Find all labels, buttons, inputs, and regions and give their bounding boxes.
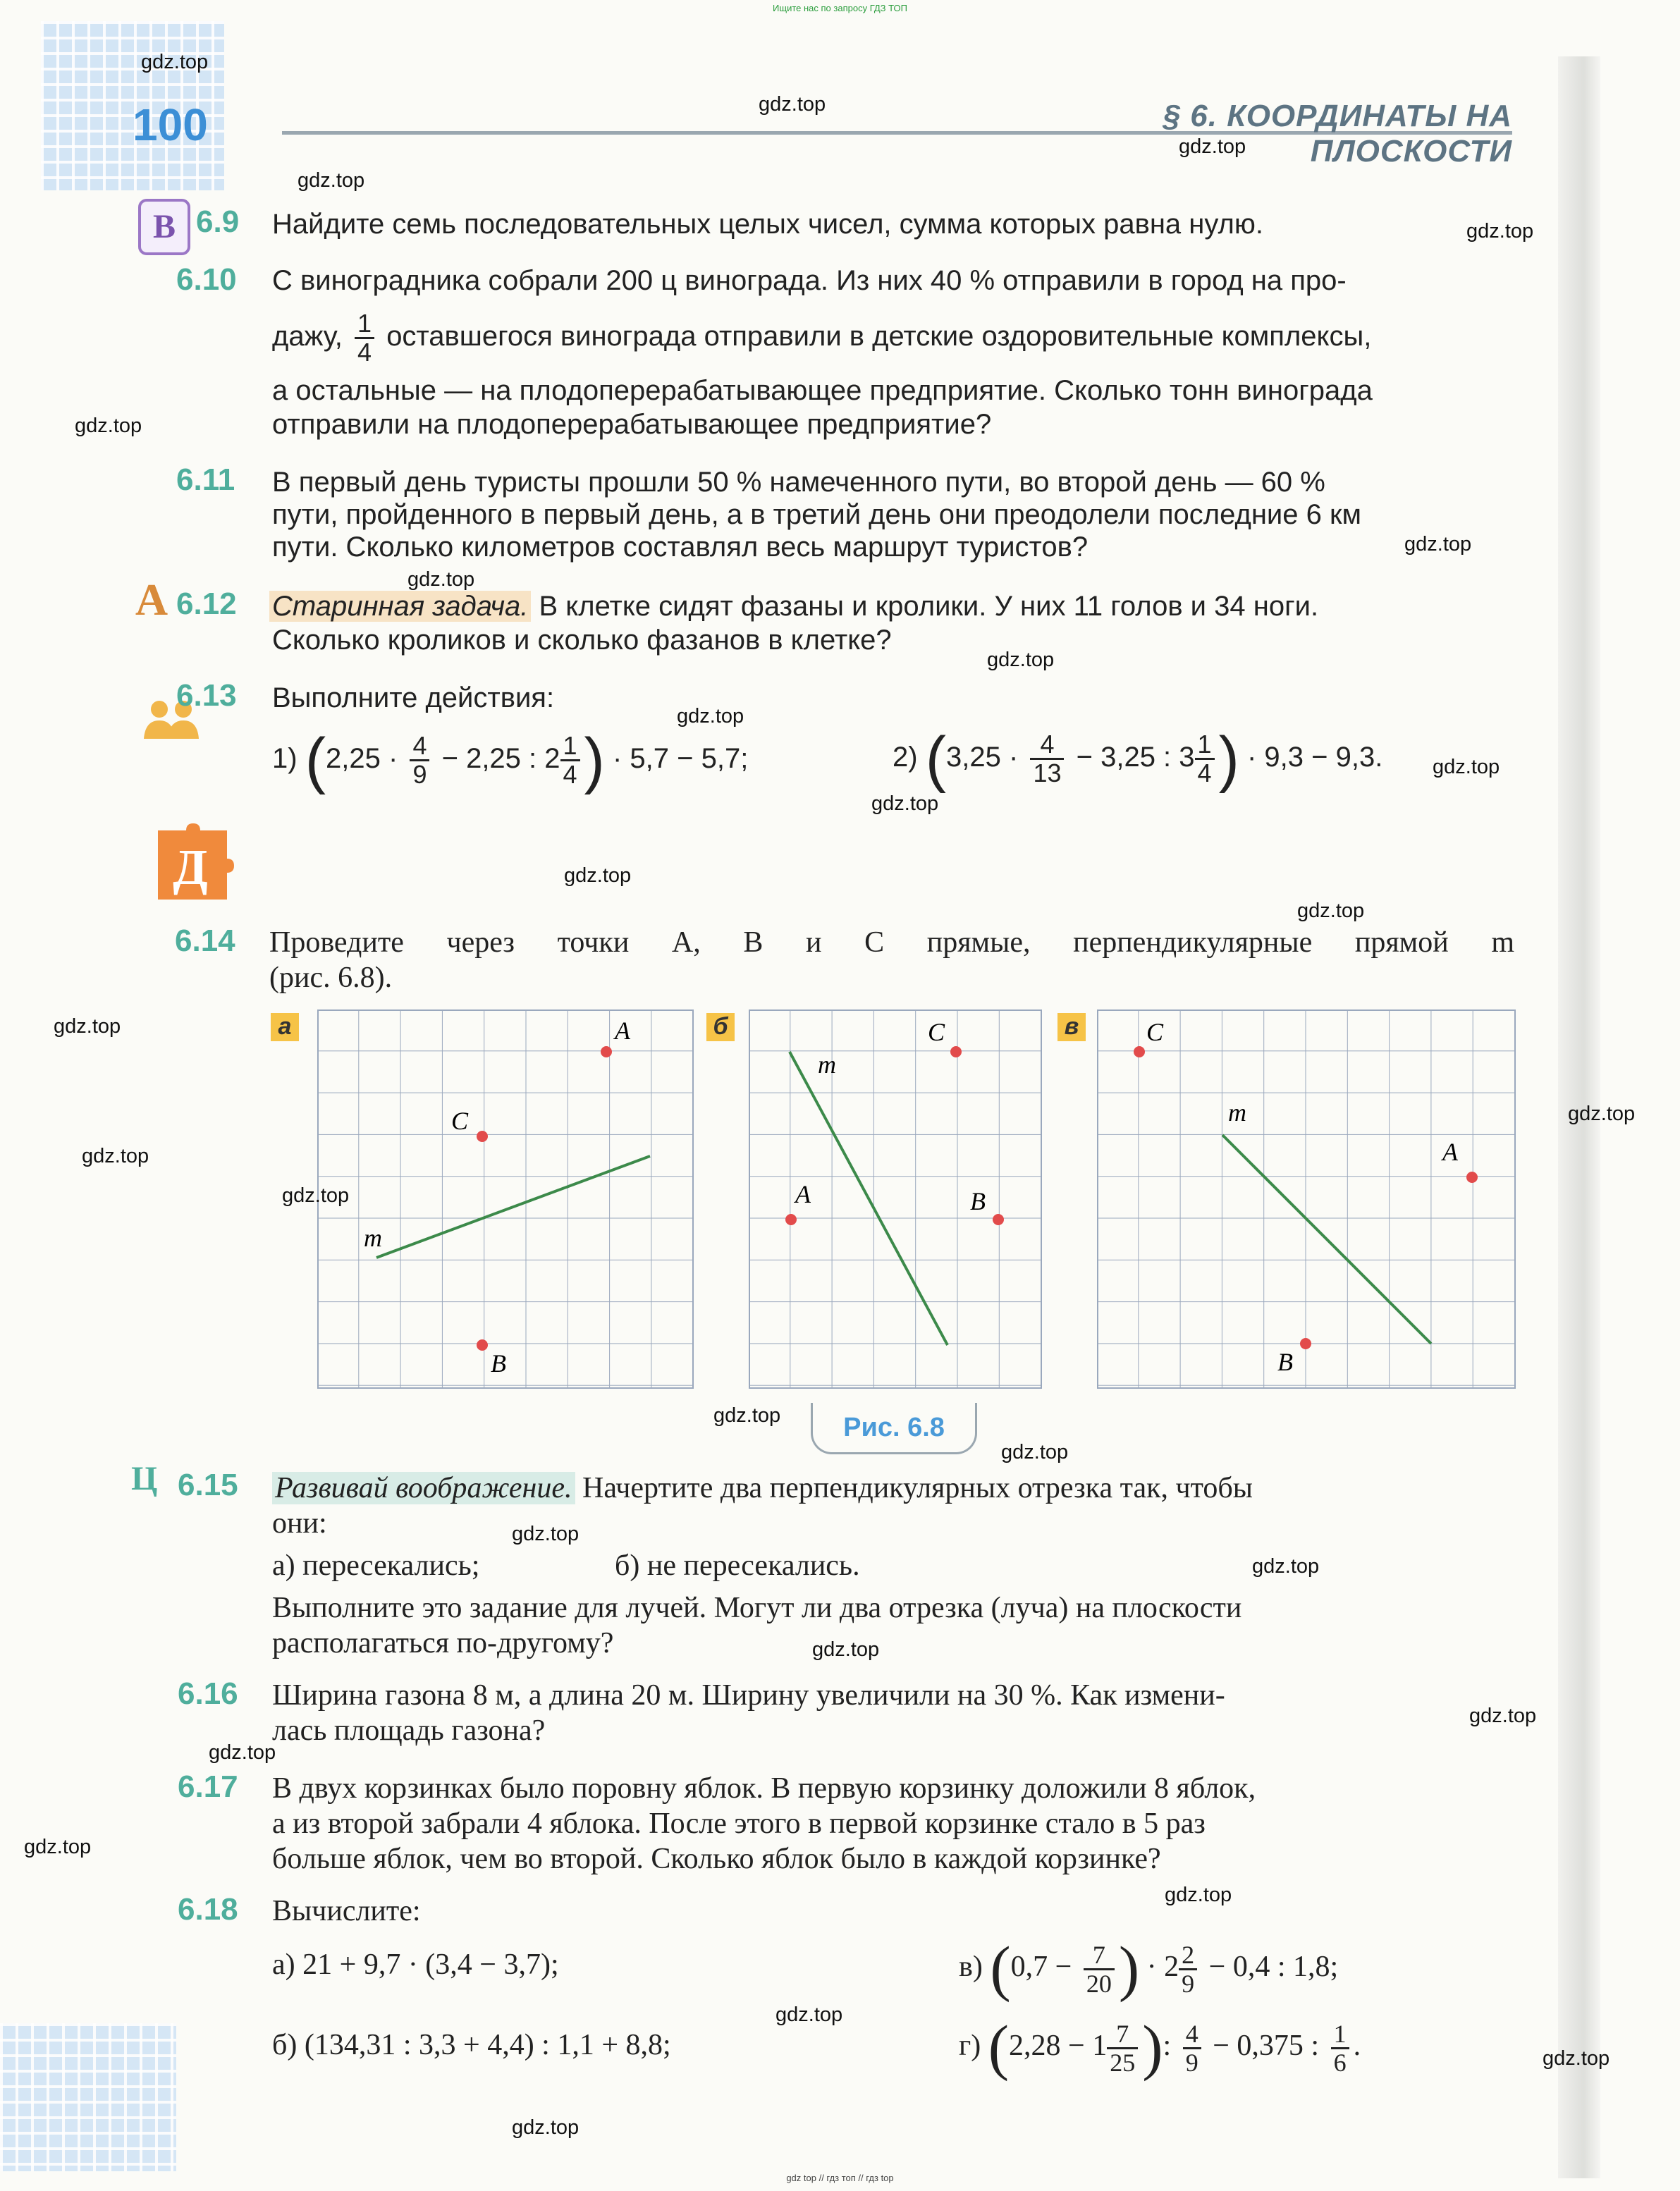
problem-text-line xyxy=(272,1471,1514,1506)
numerator: 1 xyxy=(560,732,580,761)
problem-text-line xyxy=(272,310,1513,366)
paren-open: ( xyxy=(990,1934,1011,2003)
level-badge-v: В xyxy=(138,199,190,255)
figure-panel-b xyxy=(749,1009,1042,1389)
paren-close: ) xyxy=(1142,2013,1163,2082)
problem-title: Старинная задача. xyxy=(269,591,531,622)
top-note: Ищите нас по запросу ГДЗ ТОП xyxy=(773,3,907,13)
denominator: 6 xyxy=(1333,2048,1347,2077)
point-label: A xyxy=(615,1017,630,1045)
problem-text-line: а из второй забрали 4 яблока. После этого в первой корзинке стало в 5 раз xyxy=(272,1808,1206,1840)
problem-text-line: Проведите через точки A, B и C прямые, перпендикулярные прямой m xyxy=(269,926,1514,959)
badge-letter: Д xyxy=(173,839,208,895)
point-a xyxy=(785,1214,797,1225)
problem-text-line: пути. Сколько километров составлял весь маршрут туристов? xyxy=(272,532,1089,563)
denominator: 4 xyxy=(357,338,372,367)
watermark: gdz.top xyxy=(1165,1884,1232,1906)
watermark: gdz.top xyxy=(1001,1441,1069,1463)
option-b: б) не пересекались. xyxy=(615,1549,860,1582)
point-label: C xyxy=(451,1107,469,1135)
fraction xyxy=(1179,1941,1197,1997)
watermark: gdz.top xyxy=(1466,220,1534,243)
fraction xyxy=(1195,731,1215,787)
fraction xyxy=(1084,1941,1115,1997)
watermark: gdz.top xyxy=(82,1145,149,1167)
term: − 3,25 : 3 xyxy=(1076,742,1195,773)
problem-text-line: больше яблок, чем во второй. Сколько яблок было в каждой корзинке? xyxy=(272,1843,1161,1875)
watermark: gdz.top xyxy=(713,1404,781,1427)
expression-a: а) 21 + 9,7 · (3,4 − 3,7); xyxy=(272,1948,559,1981)
problem-text-line: С виноградника собрали 200 ц винограда. Из них 40 % отправили в город на про- xyxy=(272,265,1347,296)
watermark: gdz.top xyxy=(407,568,475,591)
watermark: gdz.top xyxy=(512,2116,580,2139)
homework-puzzle-badge xyxy=(151,823,234,907)
point-label: C xyxy=(928,1018,945,1046)
text-fragment: В клетке сидят фазаны и кролики. У них 11 голов и 34 ноги. xyxy=(539,591,1319,622)
problem-number: 6.15 xyxy=(178,1468,238,1502)
figure-panel-c xyxy=(1097,1009,1516,1389)
problem-text-line xyxy=(269,589,1318,623)
point-c xyxy=(1134,1046,1145,1057)
problem-number: 6.17 xyxy=(178,1769,238,1804)
watermark: gdz.top xyxy=(812,1638,880,1661)
denominator: 9 xyxy=(1182,1969,1195,1998)
watermark: gdz.top xyxy=(871,792,939,815)
level-badge-c: Ц xyxy=(131,1460,158,1497)
option-a: а) пересекались; xyxy=(272,1549,480,1582)
watermark: gdz.top xyxy=(209,1741,276,1764)
point-label: B xyxy=(1277,1348,1293,1376)
term: 0,7 − xyxy=(1010,1951,1072,1983)
grid xyxy=(749,1010,1041,1388)
text-fragment: Начертите два перпендикулярных отрезка так, чтобы xyxy=(582,1472,1253,1504)
watermark: gdz.top xyxy=(1433,756,1500,778)
watermark: gdz.top xyxy=(564,864,632,887)
line-label: m xyxy=(1228,1098,1246,1127)
problem-text: Найдите семь последовательных целых чисел, сумма которых равна нулю. xyxy=(272,209,1263,240)
term: − 0,375 : xyxy=(1213,2030,1320,2062)
grid xyxy=(1098,1010,1515,1388)
watermark: gdz.top xyxy=(1543,2047,1610,2070)
panel-label: б xyxy=(706,1013,735,1041)
problem-text-line: Выполните это задание для лучей. Могут ли два отрезка (луча) на плоскости xyxy=(272,1592,1242,1624)
numerator: 1 xyxy=(1331,2020,1349,2049)
problem-text-line: Ширина газона 8 м, а длина 20 м. Ширину увеличили на 30 %. Как измени- xyxy=(272,1679,1225,1712)
term: · 5,7 − 5,7; xyxy=(612,743,749,774)
denominator: 4 xyxy=(563,759,577,789)
problem-text-line: они: xyxy=(272,1507,327,1540)
problem-number: 6.11 xyxy=(176,462,235,497)
point-c xyxy=(477,1131,488,1142)
watermark: gdz.top xyxy=(677,705,744,728)
numerator: 1 xyxy=(355,310,374,339)
watermark: gdz.top xyxy=(1297,900,1365,922)
text-fragment: дажу, xyxy=(272,321,343,352)
numerator: 7 xyxy=(1107,2020,1138,2049)
corner-decoration-bottom xyxy=(0,2023,176,2171)
problem-text-line: пути, пройденного в первый день, а в третий день они преодолели последние 6 км xyxy=(272,499,1361,530)
paren-close: ) xyxy=(1118,1934,1140,2003)
watermark: gdz.top xyxy=(512,1523,580,1545)
point-label: B xyxy=(491,1349,506,1377)
expression-2 xyxy=(893,722,1382,792)
watermark: gdz.top xyxy=(1179,135,1246,158)
grid xyxy=(318,1010,693,1388)
fraction xyxy=(560,732,580,788)
term: − 0,4 : 1,8; xyxy=(1208,1951,1339,1983)
point-label: A xyxy=(1442,1138,1458,1166)
numerator: 7 xyxy=(1084,1941,1115,1970)
watermark: gdz.top xyxy=(987,649,1055,671)
watermark: gdz.top xyxy=(298,169,365,192)
problem-number: 6.18 xyxy=(178,1892,238,1927)
term: 3,25 · xyxy=(946,742,1019,773)
problem-text-line: отправили на плодоперерабатывающее предприятие? xyxy=(272,409,992,440)
point-label: B xyxy=(970,1187,986,1215)
term: 2,25 · xyxy=(326,743,398,774)
expression-b: б) (134,31 : 3,3 + 4,4) : 1,1 + 8,8; xyxy=(272,2029,671,2061)
point-b xyxy=(477,1339,488,1351)
fraction xyxy=(410,732,429,788)
paren-open: ( xyxy=(988,2013,1010,2082)
numerator: 4 xyxy=(1183,2020,1201,2049)
problem-text-line: В первый день туристы прошли 50 % намеченного пути, во второй день — 60 % xyxy=(272,467,1325,498)
paren-open: ( xyxy=(305,725,326,795)
term: 2,28 − 1 xyxy=(1009,2030,1108,2062)
problem-number: 6.10 xyxy=(176,262,237,297)
expression-label: в) xyxy=(959,1951,983,1983)
ancient-problem-badge: А xyxy=(135,575,168,625)
watermark: gdz.top xyxy=(1568,1103,1636,1125)
text-fragment: оставшегося винограда отправили в детские оздоровительные комплексы, xyxy=(386,321,1372,352)
problem-number: 6.16 xyxy=(178,1676,238,1711)
fraction xyxy=(1183,2020,1201,2076)
point-b xyxy=(993,1214,1004,1225)
paren-open: ( xyxy=(925,723,947,794)
watermark: gdz.top xyxy=(282,1184,350,1207)
figure-panel-a xyxy=(317,1009,694,1389)
figure-caption: Рис. 6.8 xyxy=(811,1403,977,1454)
paren-close: ) xyxy=(584,725,605,795)
expression-1 xyxy=(272,723,748,794)
watermark: gdz.top xyxy=(75,415,142,437)
paren-close: ) xyxy=(1218,723,1239,794)
denominator: 4 xyxy=(1197,758,1212,787)
denominator: 13 xyxy=(1033,758,1062,787)
watermark: gdz.top xyxy=(54,1015,121,1038)
problem-text-line: Сколько кроликов и сколько фазанов в клетке? xyxy=(272,625,892,656)
expression-label: 1) xyxy=(272,743,298,774)
expression-label: г) xyxy=(959,2030,981,2062)
problem-number: 6.14 xyxy=(175,923,235,958)
problem-number: 6.12 xyxy=(176,587,237,621)
fraction xyxy=(1030,731,1064,787)
problem-title: Развивай воображение. xyxy=(272,1472,575,1504)
problem-text-line: (рис. 6.8). xyxy=(269,962,393,994)
term: · 2 xyxy=(1146,1951,1179,1983)
expression-label: 2) xyxy=(893,742,918,773)
watermark: gdz.top xyxy=(1404,533,1472,556)
line-label: m xyxy=(364,1224,382,1252)
watermark: gdz.top xyxy=(24,1836,92,1858)
fraction xyxy=(355,310,374,366)
denominator: 9 xyxy=(1185,2048,1198,2077)
fraction xyxy=(1107,2020,1138,2076)
problem-number: 6.9 xyxy=(196,204,240,239)
panel-label: а xyxy=(271,1013,299,1041)
watermark: gdz.top xyxy=(775,2003,843,2026)
problem-text: Вычислите: xyxy=(272,1895,421,1927)
point-a xyxy=(1466,1172,1478,1183)
line-label: m xyxy=(818,1050,836,1079)
watermark: gdz.top xyxy=(759,93,826,116)
problem-text: Выполните действия: xyxy=(272,682,555,713)
problem-text-line: располагаться по-другому? xyxy=(272,1627,614,1659)
watermark: gdz.top xyxy=(1252,1555,1320,1578)
denominator: 20 xyxy=(1086,1969,1112,1998)
term: · 9,3 − 9,3. xyxy=(1247,742,1383,773)
term: : xyxy=(1163,2030,1172,2062)
point-label: A xyxy=(795,1180,811,1208)
point-b xyxy=(1300,1338,1311,1349)
problem-text-line: лась площадь газона? xyxy=(272,1714,546,1747)
numerator: 4 xyxy=(1030,731,1064,760)
watermark: gdz.top xyxy=(1469,1705,1537,1727)
problem-text-line: а остальные — на плодоперерабатывающее предприятие. Сколько тонн винограда xyxy=(272,375,1373,406)
fraction xyxy=(1331,2020,1349,2076)
problem-text-line: В двух корзинках было поровну яблок. В первую корзинку доложили 8 яблок, xyxy=(272,1772,1256,1805)
point-label: C xyxy=(1146,1018,1164,1046)
denominator: 25 xyxy=(1110,2048,1136,2077)
expression-g xyxy=(959,2011,1361,2081)
numerator: 4 xyxy=(410,732,429,761)
section-title: § 6. КООРДИНАТЫ НА ПЛОСКОСТИ xyxy=(1163,99,1512,168)
point-c xyxy=(950,1046,962,1057)
point-a xyxy=(601,1046,612,1057)
term: . xyxy=(1353,2030,1361,2062)
problem-number: 6.13 xyxy=(176,678,237,713)
term: − 2,25 : 2 xyxy=(441,743,560,774)
panel-label: в xyxy=(1057,1013,1086,1041)
expression-v xyxy=(959,1932,1338,2002)
numerator: 2 xyxy=(1179,1941,1197,1970)
denominator: 9 xyxy=(412,759,427,789)
watermark: gdz.top xyxy=(141,51,209,73)
bottom-note: gdz top // гдз топ // гдз top xyxy=(786,2173,894,2183)
page-number: 100 xyxy=(133,99,208,150)
numerator: 1 xyxy=(1195,731,1215,760)
